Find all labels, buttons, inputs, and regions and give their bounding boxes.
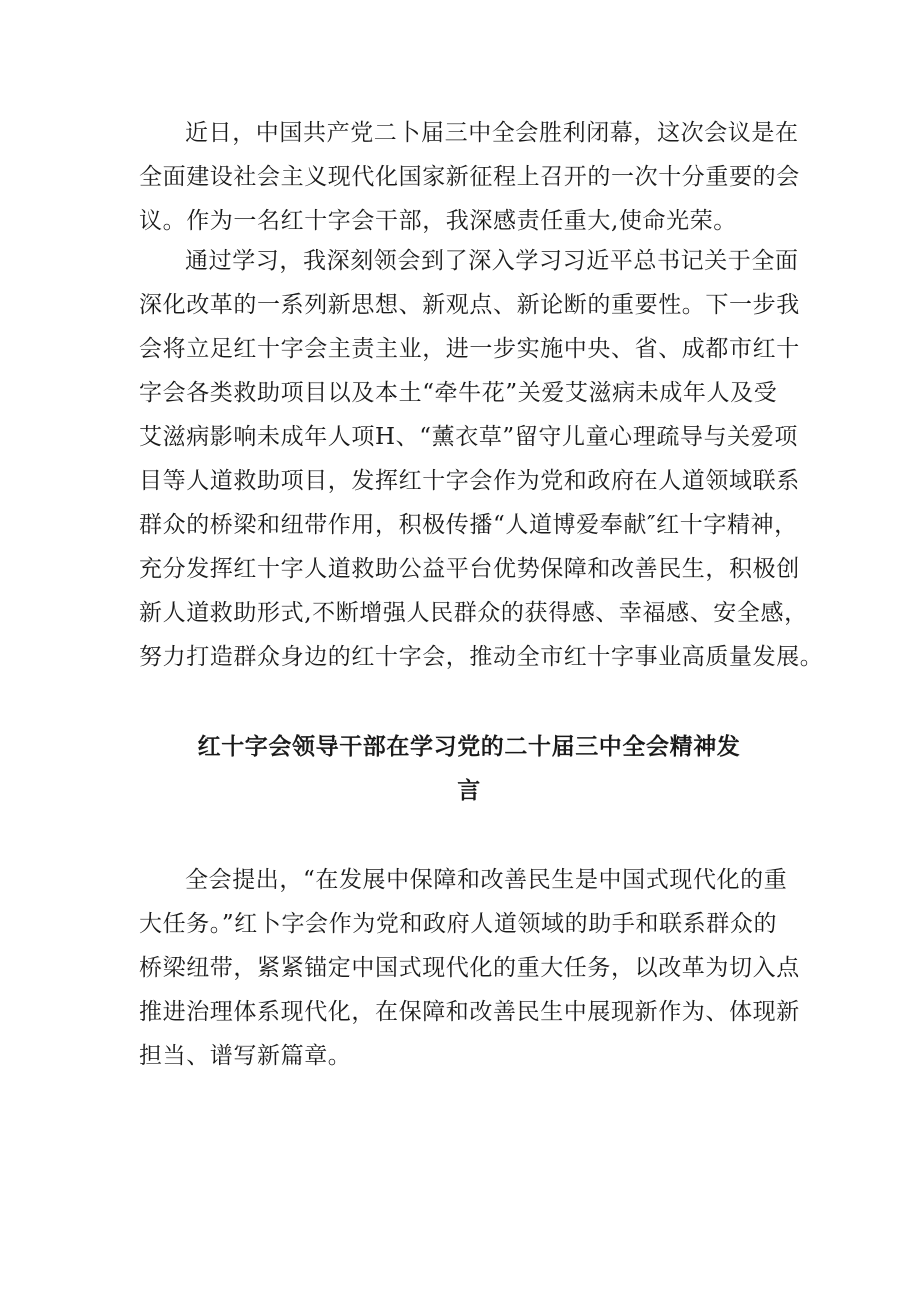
paragraph-line: 桥梁纽带，紧紧锚定中国式现代化的重大任务，以改革为切入点	[139, 955, 800, 981]
paragraph-line: 字会各类救助项目以及本土“牵牛花”关爱艾滋病未成年人及受	[139, 380, 778, 406]
paragraph-line: 议。作为一名红十字会干部，我深感责任重大,使命光荣。	[139, 208, 737, 234]
paragraph-line: 近日，中国共产党二卜届三中全会胜利闭幕，这次会议是在	[185, 120, 799, 146]
paragraph-study	[139, 239, 824, 679]
paragraph-line: 充分发挥红十字人道救助公益平台优势保障和改善民生，积极创	[139, 556, 800, 582]
heading-line: 红十字会领导干部在学习党的二十届三中全会精神发	[197, 734, 741, 760]
paragraph-line: 群众的桥梁和纽带作用，积极传播“人道博爱奉献″红十字精神，	[139, 512, 798, 538]
paragraph-line: 担当、谱写新篇章。	[139, 1043, 352, 1069]
paragraph-line: 深化改革的一系列新思想、新观点、新论断的重要性。下一步我	[139, 292, 800, 318]
heading-line: 言	[457, 778, 481, 804]
paragraph-line: 艾滋病影响未成年人项H、“薰衣草”留守儿童心理疏导与关爱项	[139, 424, 798, 450]
paragraph-line: 目等人道救助项目，发挥红十字会作为党和政府在人道领域联系	[139, 468, 800, 494]
paragraph-intro	[139, 111, 799, 243]
paragraph-line: 全会提出，“在发展中保障和改善民生是中国式现代化的重	[185, 867, 788, 893]
paragraph-line: 努力打造群众身边的红十字会，推动全市红十字事业高质量发展。	[139, 644, 824, 670]
paragraph-line: 全面建设社会主义现代化国家新征程上召开的一次十分重要的会	[139, 164, 800, 190]
paragraph-plenary	[139, 858, 799, 1078]
paragraph-line: 会将立足红十字会主责主业，进一步实施中央、省、成都市红十	[139, 336, 800, 362]
paragraph-line: 通过学习，我深刻领会到了深入学习习近平总书记关于全面	[185, 248, 799, 274]
section-heading	[139, 725, 799, 813]
paragraph-line: 新人道救助形式,不断增强人民群众的获得感、幸福感、安全感，	[139, 600, 808, 626]
paragraph-line: 大任务。”红卜字会作为党和政府人道领域的助手和联系群众的	[139, 911, 778, 937]
paragraph-line: 推进治理体系现代化，在保障和改善民生中展现新作为、体现新	[139, 999, 800, 1025]
